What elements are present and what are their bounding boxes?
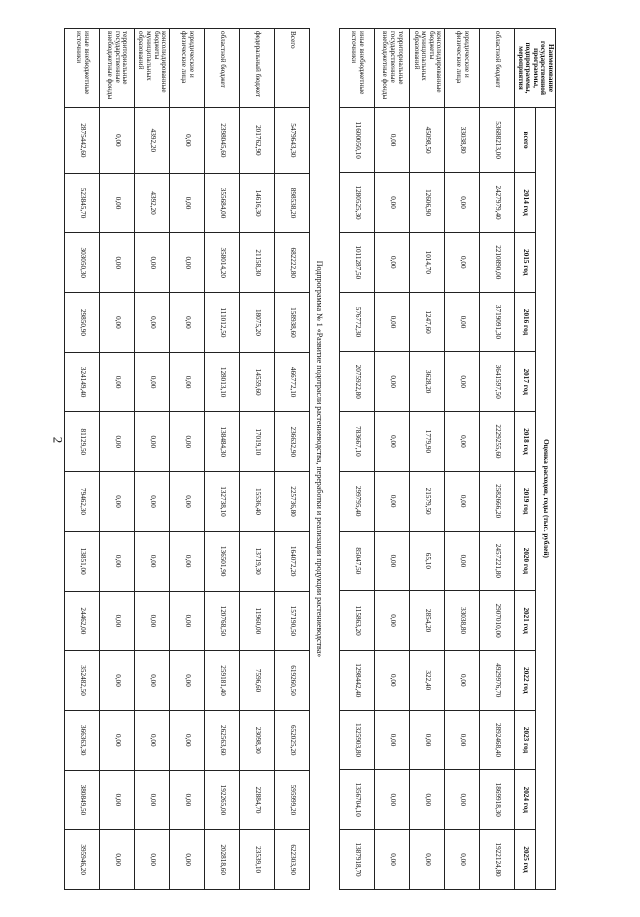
column-header: 2025 год: [515, 830, 535, 890]
table-row: [135, 29, 170, 890]
table-cell: 13851,00: [65, 531, 100, 591]
column-header: 2016 год: [515, 292, 535, 352]
table-cell: 259181,40: [205, 651, 240, 711]
table-row: [480, 29, 515, 890]
row-label: территориальные государственные внебюджетные фонды: [100, 29, 135, 108]
table-cell: 0,00: [170, 651, 205, 711]
row-label: консолидированные бюджеты муниципальных образований: [410, 29, 445, 108]
column-header: 2020 год: [515, 531, 535, 591]
table-cell: 2892468,40: [480, 710, 515, 770]
table-cell: 0,00: [170, 710, 205, 770]
column-header: 2019 год: [515, 471, 535, 531]
table-cell: 0,00: [170, 173, 205, 233]
table-cell: 201762,90: [240, 108, 275, 174]
table-cell: 0,00: [375, 352, 410, 412]
table-cell: 0,00: [170, 472, 205, 532]
table-cell: 120768,50: [205, 591, 240, 651]
table-row: [275, 29, 310, 890]
table-cell: 1325903,80: [340, 710, 375, 770]
table-cell: 0,00: [170, 830, 205, 890]
table-cell: 22884,70: [240, 770, 275, 830]
table-cell: 21158,30: [240, 233, 275, 293]
table-cell: 358014,20: [205, 233, 240, 293]
table-cell: 0,00: [100, 293, 135, 353]
table-cell: 65,10: [410, 531, 445, 591]
table-cell: 395946,20: [65, 830, 100, 890]
table-cell: 1922124,80: [480, 830, 515, 890]
table-cell: 523845,70: [65, 173, 100, 233]
row-label: областной бюджет: [205, 29, 240, 108]
row-label: Всего: [275, 29, 310, 108]
table-1: [339, 28, 556, 890]
table-cell: 2427979,40: [480, 173, 515, 233]
table-cell: 0,00: [445, 173, 480, 233]
table-cell: 24462,00: [65, 591, 100, 651]
table-cell: 7596,60: [240, 651, 275, 711]
table-row: [375, 29, 410, 890]
row-label: территориальные государственные внебюджетные фонды: [375, 29, 410, 108]
table-cell: 0,00: [135, 591, 170, 651]
table-cell: 0,00: [445, 710, 480, 770]
row-label: федеральный бюджет: [240, 29, 275, 108]
table-cell: 132738,10: [205, 472, 240, 532]
table-cell: 0,00: [135, 710, 170, 770]
table-cell: 0,00: [100, 531, 135, 591]
column-header: всего: [515, 108, 535, 173]
table-cell: 1014,70: [410, 232, 445, 292]
table-cell: 652025,20: [275, 710, 310, 770]
table-cell: 45098,50: [410, 108, 445, 173]
table-row: [340, 29, 375, 890]
table-cell: 466772,10: [275, 352, 310, 412]
col-name-header: Наименование государственной программы, подпрограммы, мероприятия: [515, 29, 556, 108]
table-cell: 0,00: [100, 710, 135, 770]
table-cell: 303050,30: [65, 233, 100, 293]
table-cell: 1779,90: [410, 412, 445, 472]
table-2-body: [65, 29, 310, 890]
table-cell: 17019,10: [240, 412, 275, 472]
table-cell: 1387918,70: [340, 830, 375, 890]
table-cell: 12606,90: [410, 173, 445, 233]
table-cell: 0,00: [135, 352, 170, 412]
table-cell: 0,00: [445, 232, 480, 292]
column-header: 2014 год: [515, 173, 535, 233]
table-cell: 157190,50: [275, 591, 310, 651]
table-cell: 2075922,80: [340, 352, 375, 412]
table-row: [240, 29, 275, 890]
table-cell: 622303,90: [275, 830, 310, 890]
table-cell: 1280525,30: [340, 173, 375, 233]
table-cell: 0,00: [445, 292, 480, 352]
row-label: иные внебюджетные источники: [65, 29, 100, 108]
table-cell: 0,00: [100, 472, 135, 532]
table-cell: 0,00: [375, 591, 410, 651]
column-header: 2022 год: [515, 650, 535, 710]
table-row: [205, 29, 240, 890]
table-cell: 23098,30: [240, 710, 275, 770]
table-cell: 595999,20: [275, 770, 310, 830]
table-cell: 0,00: [170, 108, 205, 174]
table-cell: 2907010,00: [480, 591, 515, 651]
table-cell: 128013,10: [205, 352, 240, 412]
table-cell: 0,00: [375, 830, 410, 890]
subprogram-title: Подпрограмма № 1 «Развитие подотрасли растениеводства, переработки и реализации продукции растениеводства»: [315, 260, 324, 658]
row-label: областной бюджет: [480, 29, 515, 108]
table-cell: 3719091,30: [480, 292, 515, 352]
table-cell: 0,00: [410, 710, 445, 770]
table-cell: 2875442,60: [65, 108, 100, 174]
table-cell: 0,00: [375, 412, 410, 472]
table-cell: 0,00: [170, 352, 205, 412]
column-header: 2021 год: [515, 591, 535, 651]
table-cell: 11960,00: [240, 591, 275, 651]
table-cell: 138484,30: [205, 412, 240, 472]
table-cell: 202818,60: [205, 830, 240, 890]
page-number: 2: [50, 436, 66, 444]
column-header: 2023 год: [515, 710, 535, 770]
table-cell: 324149,40: [65, 352, 100, 412]
table-cell: 0,00: [445, 770, 480, 830]
table-cell: 0,00: [100, 830, 135, 890]
table-cell: 0,00: [100, 173, 135, 233]
table-cell: 366363,30: [65, 710, 100, 770]
cost-header: Оценка расходов, годы (тыс. рублей): [535, 108, 555, 890]
table-cell: 192265,00: [205, 770, 240, 830]
table-cell: 85047,50: [340, 531, 375, 591]
table-cell: 2854,20: [410, 591, 445, 651]
table-cell: 783667,10: [340, 412, 375, 472]
table-cell: 2229255,60: [480, 412, 515, 472]
table-cell: 21579,50: [410, 471, 445, 531]
table-row: [170, 29, 205, 890]
table-cell: 0,00: [375, 173, 410, 233]
column-header: 2024 год: [515, 770, 535, 830]
table-cell: 18075,20: [240, 293, 275, 353]
table-cell: 322,40: [410, 650, 445, 710]
table-cell: 0,00: [410, 830, 445, 890]
table-cell: 380849,50: [65, 770, 100, 830]
table-cell: 0,00: [445, 830, 480, 890]
table-cell: 352482,50: [65, 651, 100, 711]
table-cell: 0,00: [100, 108, 135, 174]
table-cell: 898538,20: [275, 173, 310, 233]
table-cell: 4392,20: [135, 173, 170, 233]
table-cell: 0,00: [445, 471, 480, 531]
table-cell: 0,00: [445, 650, 480, 710]
table-cell: 225736,80: [275, 472, 310, 532]
row-label: консолидированные бюджеты муниципальных образований: [135, 29, 170, 108]
row-label: юридические и физические лица: [170, 29, 205, 108]
table-cell: 29850,90: [65, 293, 100, 353]
table-cell: 15536,40: [240, 472, 275, 532]
table-cell: 2210890,00: [480, 232, 515, 292]
table-cell: 0,00: [100, 412, 135, 472]
table-cell: 111012,50: [205, 293, 240, 353]
table-cell: 79462,30: [65, 472, 100, 532]
table-cell: 0,00: [170, 770, 205, 830]
table-cell: 0,00: [100, 591, 135, 651]
table-cell: 0,00: [375, 108, 410, 173]
table-cell: 158938,60: [275, 293, 310, 353]
table-cell: 5479643,30: [275, 108, 310, 174]
table-cell: 0,00: [375, 292, 410, 352]
table-cell: 576772,30: [340, 292, 375, 352]
table-cell: 0,00: [170, 531, 205, 591]
table-cell: 0,00: [410, 770, 445, 830]
table-cell: 3628,20: [410, 352, 445, 412]
table-cell: 0,00: [100, 233, 135, 293]
table-cell: 136501,90: [205, 531, 240, 591]
table-cell: 0,00: [375, 232, 410, 292]
table-cell: 262563,60: [205, 710, 240, 770]
table-cell: 619260,50: [275, 651, 310, 711]
table-cell: 0,00: [375, 770, 410, 830]
table-row: [65, 29, 100, 890]
table-cell: 14559,60: [240, 352, 275, 412]
table-cell: 1298442,40: [340, 650, 375, 710]
table-cell: 0,00: [135, 293, 170, 353]
column-header: 2017 год: [515, 352, 535, 412]
column-headers: [515, 29, 535, 890]
table-cell: 53688213,00: [480, 108, 515, 173]
table-cell: 0,00: [100, 352, 135, 412]
table-cell: 0,00: [135, 472, 170, 532]
column-header: 2015 год: [515, 232, 535, 292]
table-cell: 33038,80: [445, 108, 480, 173]
table-cell: 0,00: [135, 412, 170, 472]
table-cell: 0,00: [375, 710, 410, 770]
table-cell: 3641597,50: [480, 352, 515, 412]
table-cell: 0,00: [135, 233, 170, 293]
table-cell: 2398045,60: [205, 108, 240, 174]
table-cell: 0,00: [170, 233, 205, 293]
row-label: юридические и физические лица: [445, 29, 480, 108]
table-cell: 4392,20: [135, 108, 170, 174]
table-cell: 2582666,20: [480, 471, 515, 531]
table-cell: 0,00: [100, 651, 135, 711]
table-cell: 1011287,50: [340, 232, 375, 292]
table-row: [100, 29, 135, 890]
table-cell: 0,00: [375, 650, 410, 710]
table-cell: 0,00: [445, 531, 480, 591]
table-cell: 0,00: [135, 830, 170, 890]
table-cell: 0,00: [170, 412, 205, 472]
table-row: [410, 29, 445, 890]
table-1-body: [340, 29, 515, 890]
table-row: [445, 29, 480, 890]
table-cell: 236632,90: [275, 412, 310, 472]
table-cell: 164072,20: [275, 531, 310, 591]
row-label: иные внебюджетные источники: [340, 29, 375, 108]
table-cell: 1356704,10: [340, 770, 375, 830]
table-cell: 4929976,70: [480, 650, 515, 710]
table-cell: 682222,80: [275, 233, 310, 293]
table-cell: 0,00: [170, 591, 205, 651]
table-cell: 14616,30: [240, 173, 275, 233]
table-cell: 0,00: [375, 471, 410, 531]
table-cell: 0,00: [375, 531, 410, 591]
table-cell: 299795,40: [340, 471, 375, 531]
table-cell: 0,00: [170, 293, 205, 353]
table-cell: 355684,00: [205, 173, 240, 233]
table-cell: 2457221,80: [480, 531, 515, 591]
table-cell: 23539,10: [240, 830, 275, 890]
table-cell: 1869918,30: [480, 770, 515, 830]
table-cell: 0,00: [135, 531, 170, 591]
table-cell: 81129,50: [65, 412, 100, 472]
table-cell: 0,00: [445, 352, 480, 412]
column-header: 2018 год: [515, 412, 535, 472]
table-cell: 115863,20: [340, 591, 375, 651]
table-cell: 0,00: [135, 770, 170, 830]
table-2: [64, 28, 310, 890]
table-cell: 0,00: [100, 770, 135, 830]
table-cell: 0,00: [445, 412, 480, 472]
table-cell: 11600050,10: [340, 108, 375, 173]
table-cell: 33038,80: [445, 591, 480, 651]
table-cell: 13719,30: [240, 531, 275, 591]
table-cell: 0,00: [135, 651, 170, 711]
table-cell: 1247,60: [410, 292, 445, 352]
